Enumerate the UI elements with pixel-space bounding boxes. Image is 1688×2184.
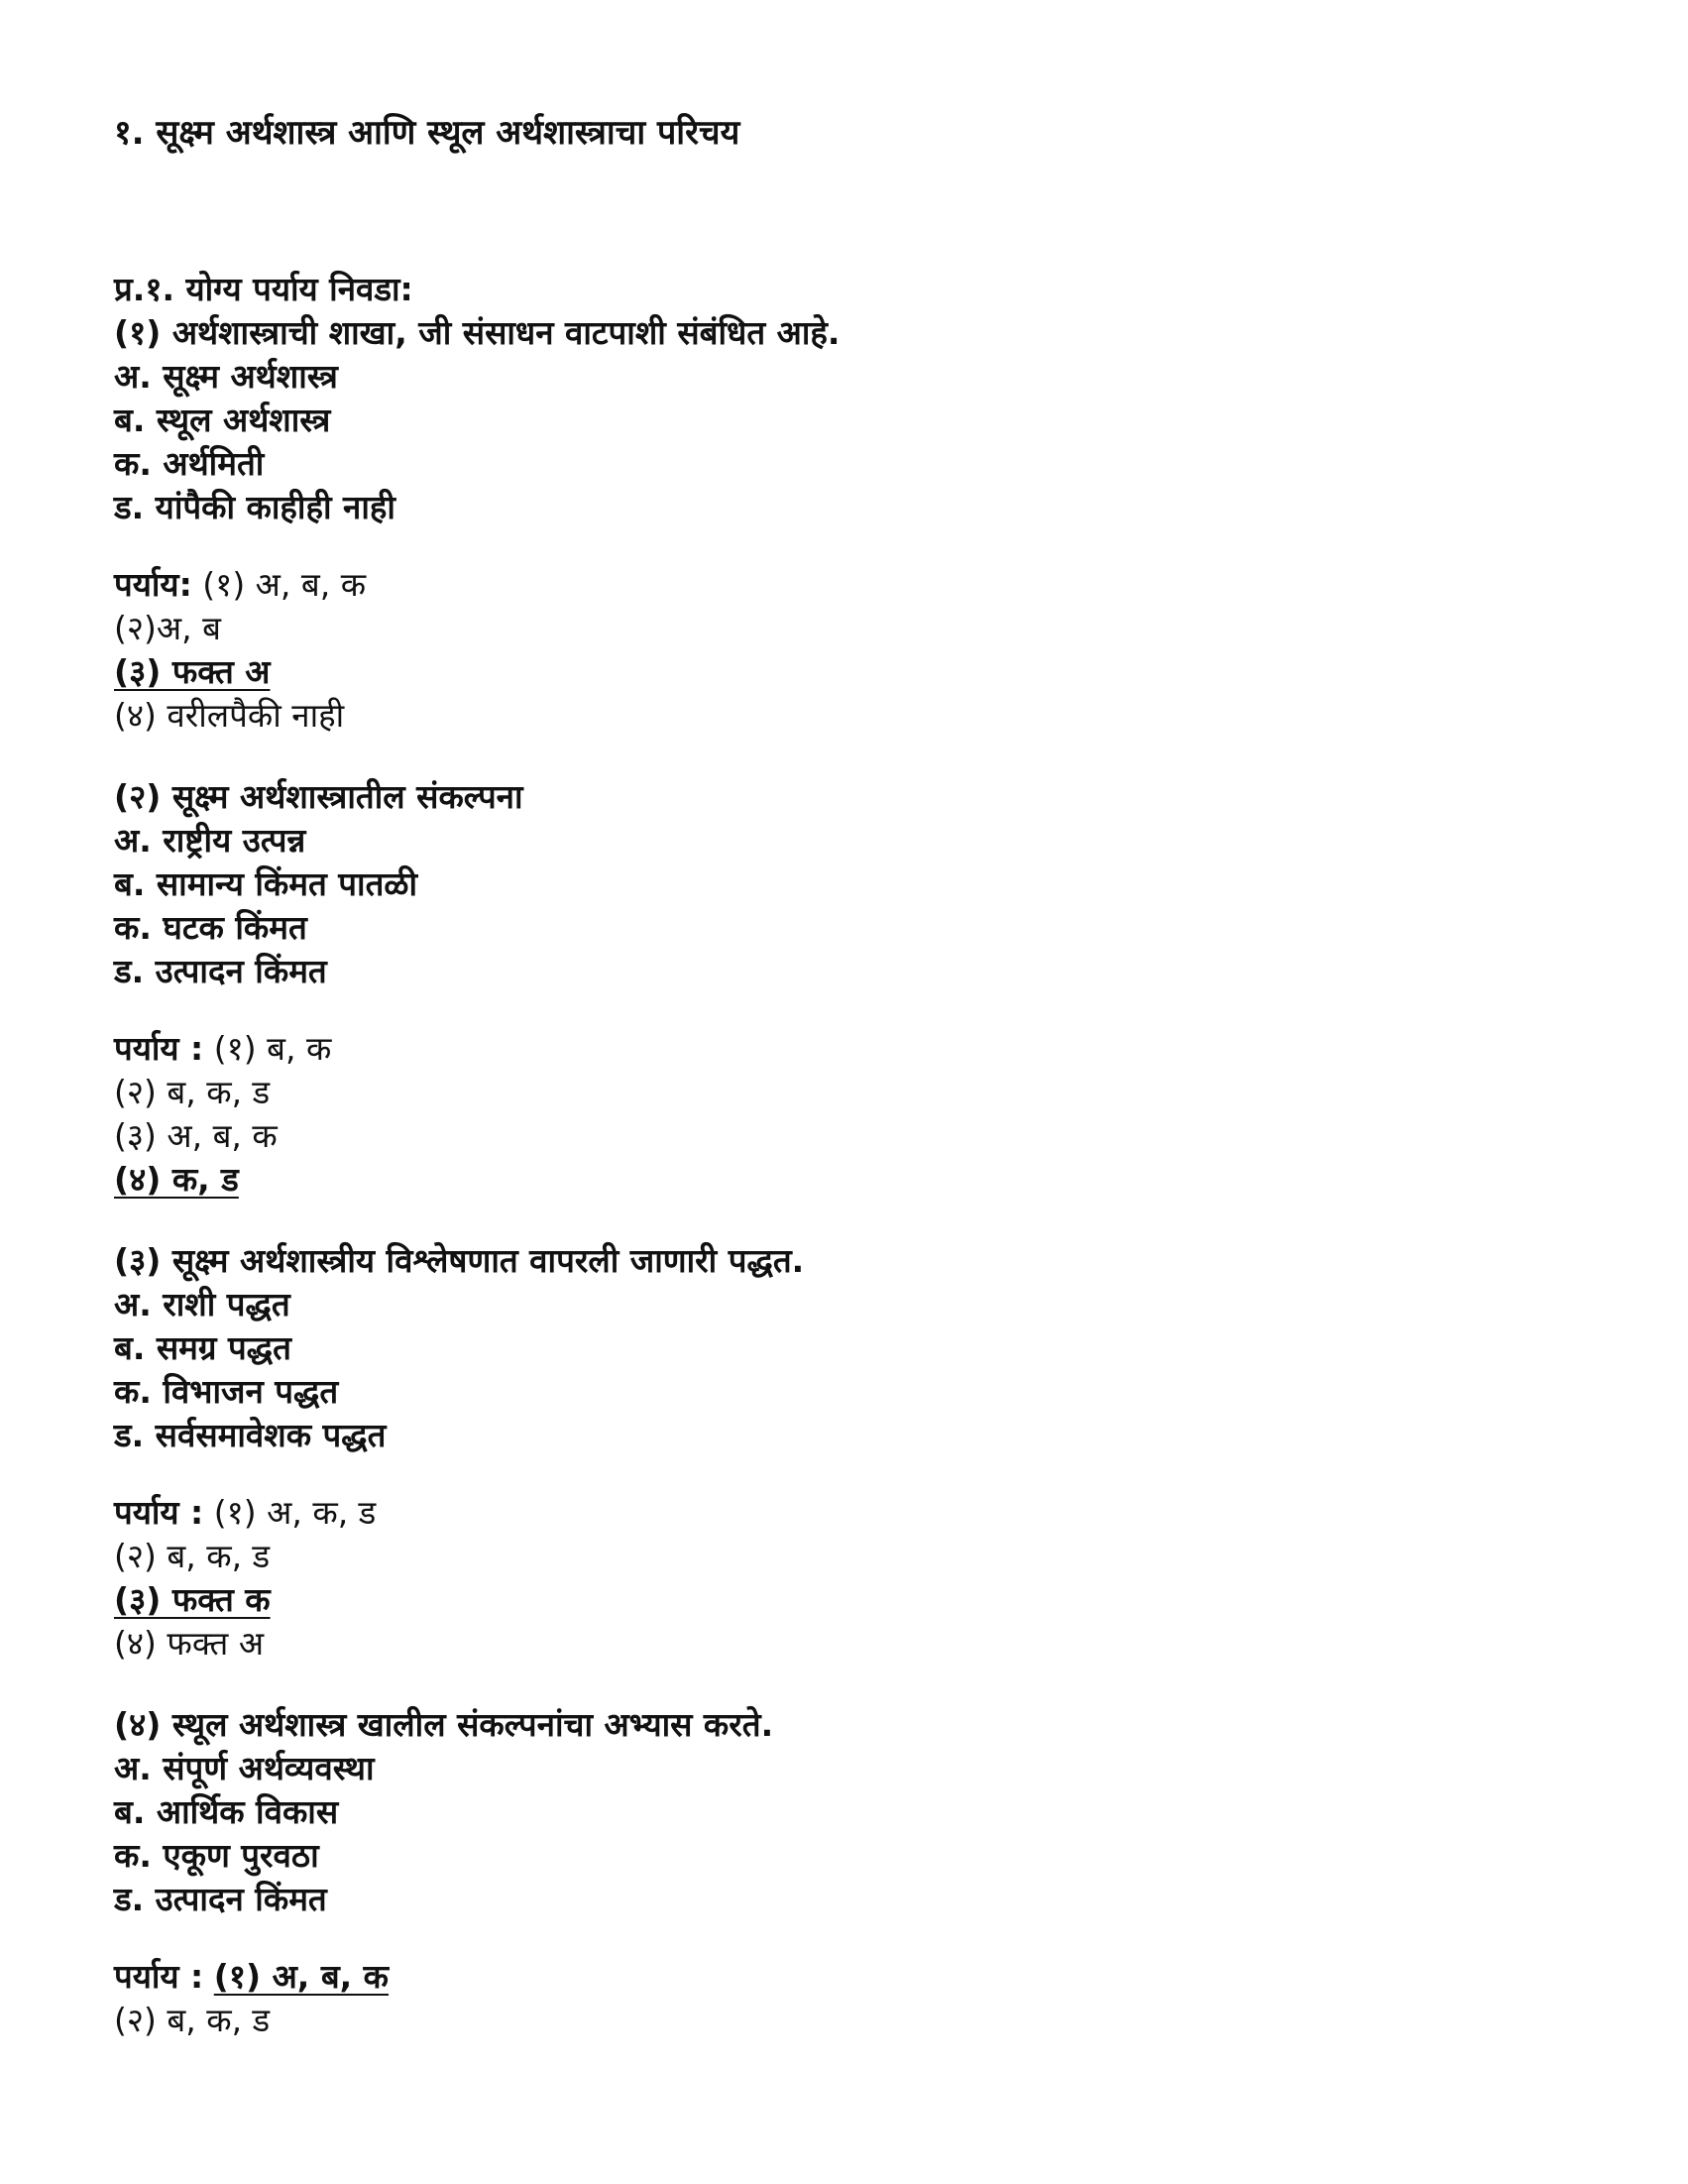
question-4: [114, 1703, 1601, 2042]
option-correct: (३) फक्त क: [114, 1580, 271, 1619]
options-label: पर्याय :: [114, 1493, 204, 1532]
section-heading: प्र.१. योग्य पर्याय निवडा:: [114, 270, 413, 308]
option: (१) ब, क: [213, 1029, 332, 1068]
choice: अ. सूक्ष्म अर्थशास्त्र: [114, 357, 338, 396]
choice: क. विभाजन पद्धत: [114, 1372, 339, 1411]
question-stem: (१) अर्थशास्त्राची शाखा, जी संसाधन वाटपाशी संबंधित आहे.: [114, 313, 841, 352]
choice: ड. यांपैकी काहीही नाही: [114, 488, 395, 526]
option-correct: (१) अ, ब, क: [213, 1957, 390, 1996]
choice: ब. सामान्य किंमत पातळी: [114, 864, 418, 903]
option: (२) ब, क, ड: [114, 2001, 271, 2039]
choice: अ. राशी पद्धत: [114, 1285, 290, 1323]
choice: अ. राष्ट्रीय उत्पन्न: [114, 821, 306, 860]
question-1: [114, 311, 1601, 738]
options-label: पर्याय :: [114, 1029, 204, 1068]
option: (४) वरीलपैकी नाही: [114, 696, 345, 735]
option: (१) अ, क, ड: [213, 1493, 377, 1532]
choice: क. एकूण पुरवठा: [114, 1836, 319, 1875]
question-3: [114, 1239, 1601, 1666]
choice: ड. उत्पादन किंमत: [114, 952, 327, 990]
option-correct: (३) फक्त अ: [114, 652, 271, 691]
options-row: [114, 563, 1601, 607]
options-label: पर्याय :: [114, 1957, 204, 1996]
choice: ब. आर्थिक विकास: [114, 1792, 339, 1831]
option: (१) अ, ब, क: [202, 565, 367, 604]
options-row: [114, 1955, 1601, 1999]
question-stem: (२) सूक्ष्म अर्थशास्त्रातील संकल्पना: [114, 777, 523, 816]
question-stem: (३) सूक्ष्म अर्थशास्त्रीय विश्लेषणात वापरली जाणारी पद्धत.: [114, 1241, 805, 1280]
choice: ब. स्थूल अर्थशास्त्र: [114, 401, 331, 439]
option: (२) ब, क, ड: [114, 1537, 271, 1575]
options-row: [114, 1491, 1601, 1535]
options-label: पर्याय:: [114, 565, 192, 604]
choice: क. अर्थमिती: [114, 444, 265, 483]
option: (३) अ, ब, क: [114, 1116, 278, 1155]
choice: ड. उत्पादन किंमत: [114, 1880, 327, 1918]
choice: अ. संपूर्ण अर्थव्यवस्था: [114, 1749, 375, 1787]
choice: ब. समग्र पद्धत: [114, 1328, 291, 1367]
option-correct: (४) क, ड: [114, 1160, 239, 1199]
question-2: [114, 775, 1601, 1202]
choice: क. घटक किंमत: [114, 908, 307, 947]
option: (२) ब, क, ड: [114, 1073, 271, 1111]
option: (४) फक्त अ: [114, 1624, 265, 1663]
option: (२)अ, ब: [114, 609, 221, 647]
chapter-title: १. सूक्ष्म अर्थशास्त्र आणि स्थूल अर्थशास्त्राचा परिचय: [114, 113, 740, 153]
options-row: [114, 1027, 1601, 1071]
choice: ड. सर्वसमावेशक पद्धत: [114, 1416, 387, 1454]
question-stem: (४) स्थूल अर्थशास्त्र खालील संकल्पनांचा अभ्यास करते.: [114, 1705, 774, 1744]
